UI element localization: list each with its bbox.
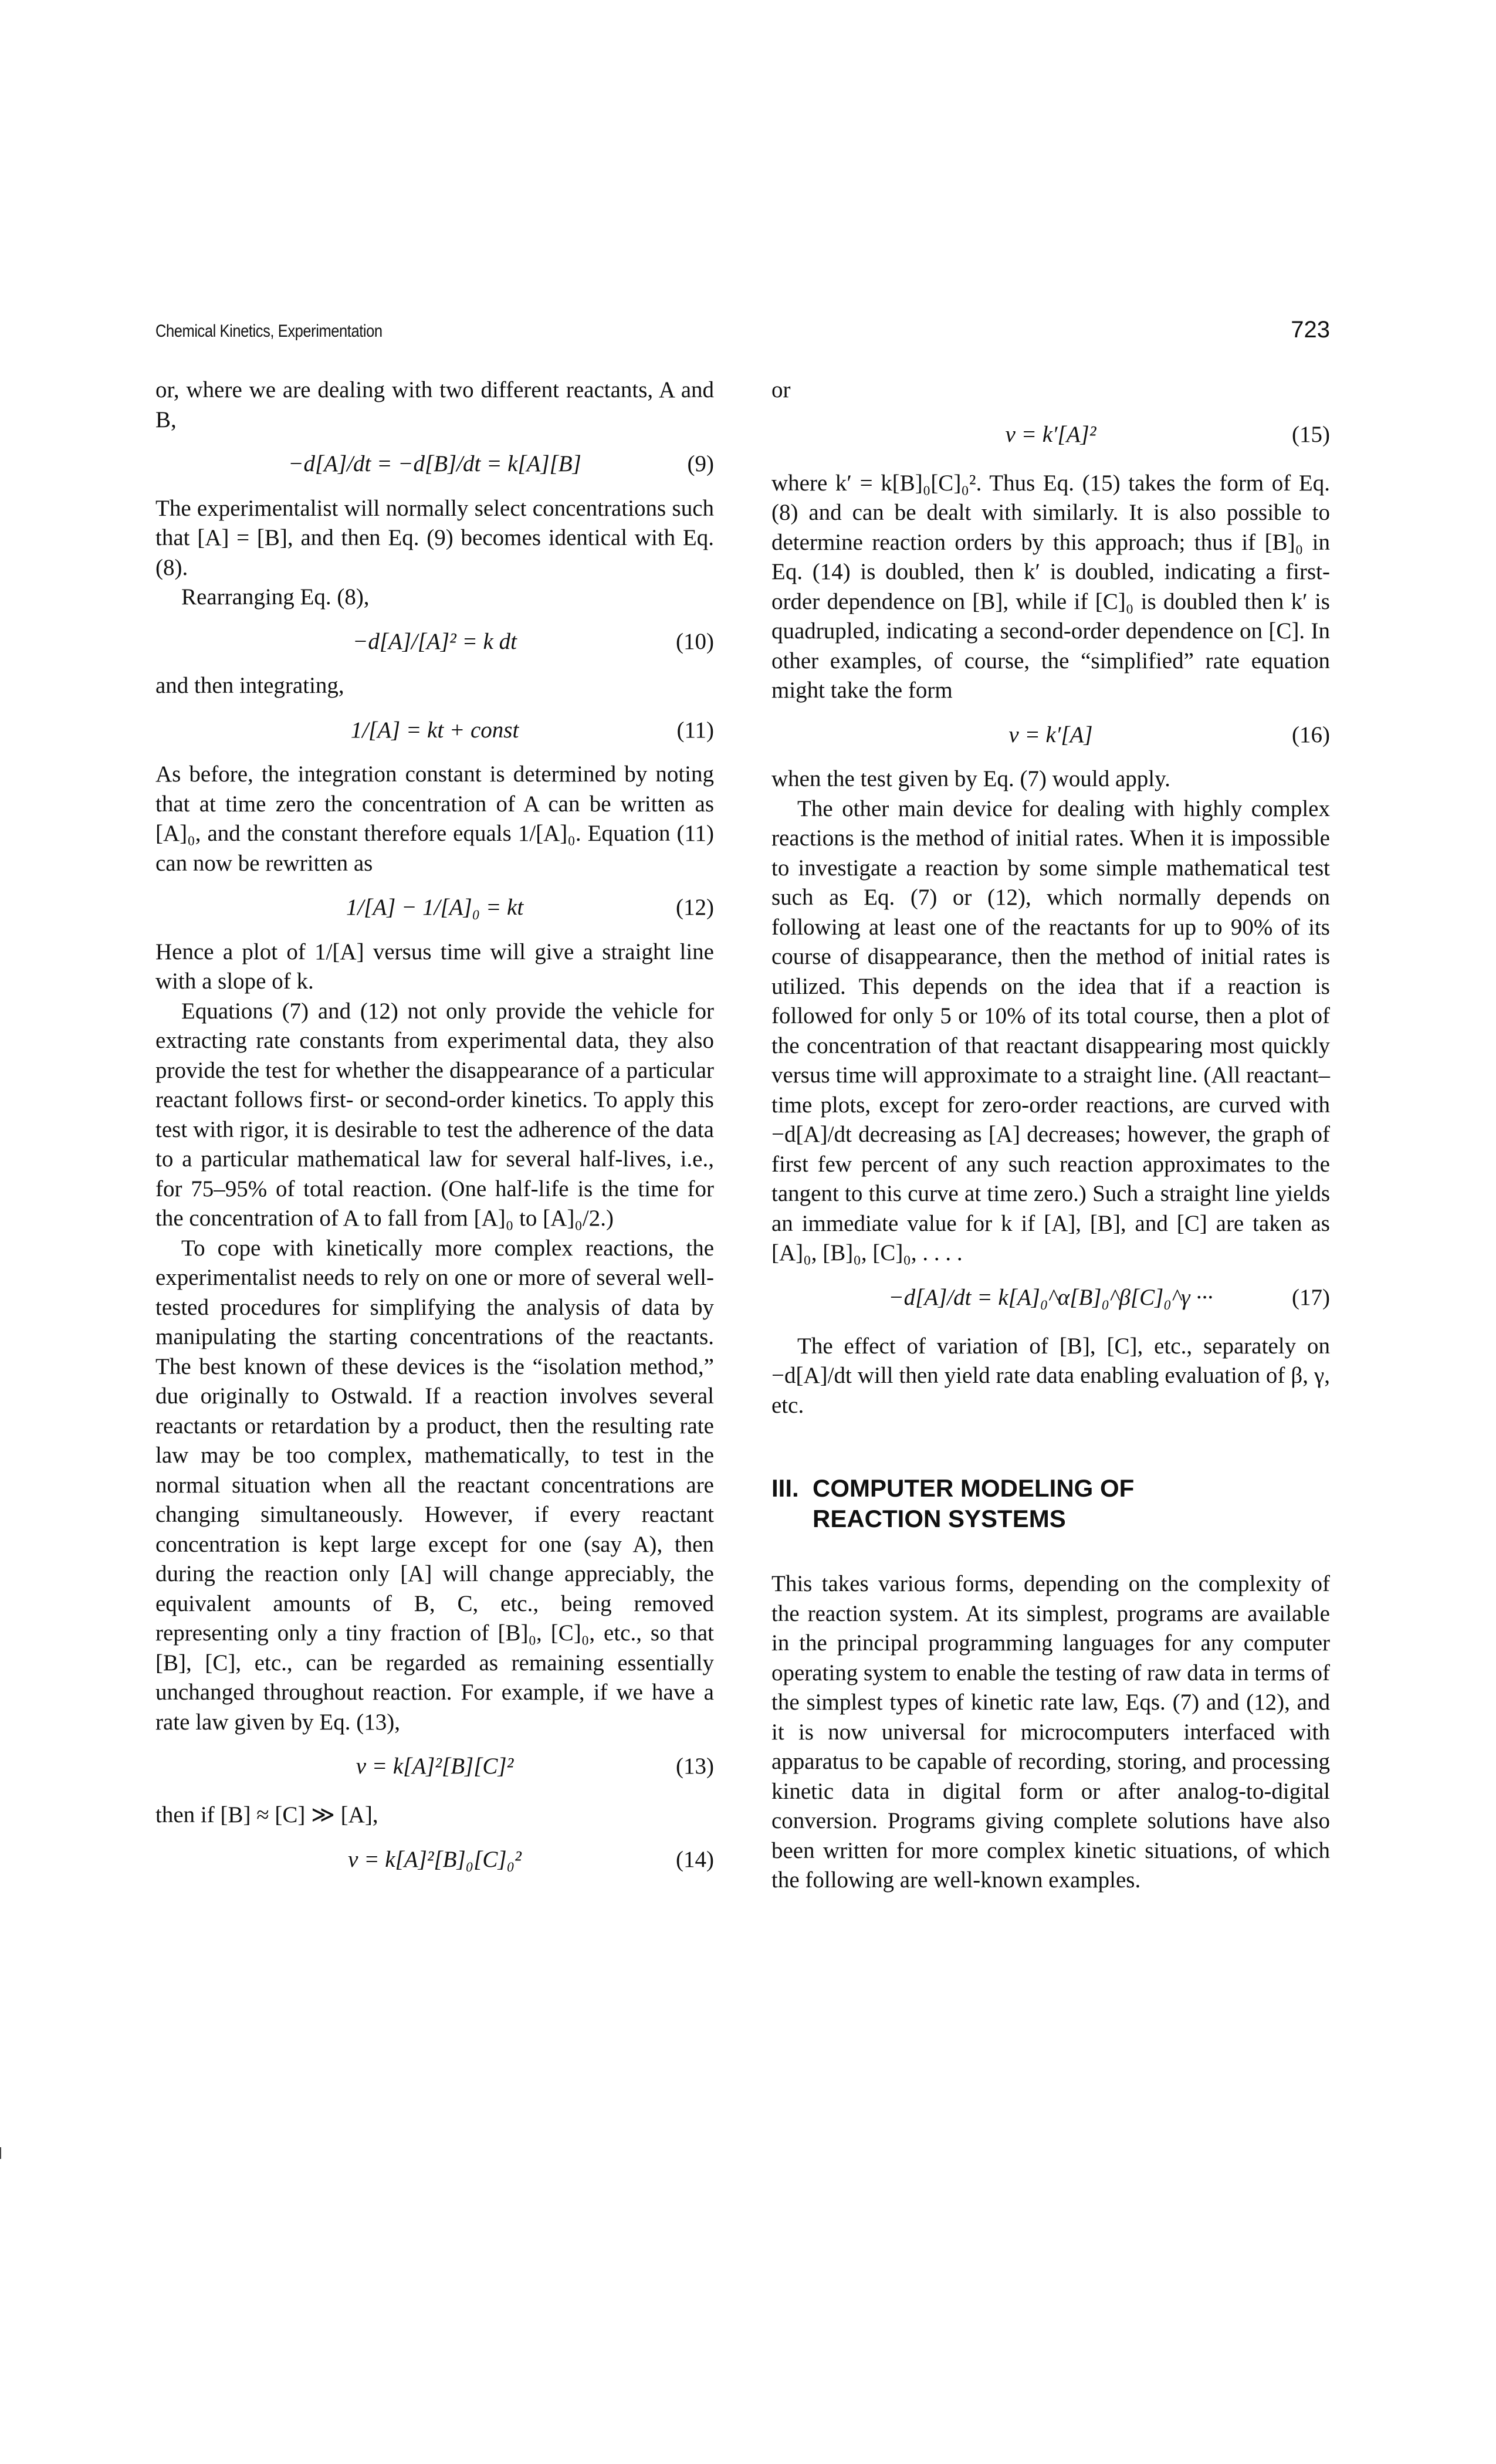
equation-16 bbox=[771, 720, 1330, 750]
equation-12 bbox=[155, 893, 714, 923]
equation-10 bbox=[155, 627, 714, 657]
paragraph: This takes various forms, depending on the complexity of the reaction system. At its simplest, programs are available in the principal programming languages for any computer operating system to enable the testing of raw data in terms of the simplest types of kinetic rate law, Eqs. (7) and (12), and it is now universal for microcomputers interfaced with apparatus to be capable of recording, storing, and processing kinetic data in digital form or after analog-to-digital conversion. Programs giving complete solutions have also been written for more complex kinetic situations, of which the following are well-known examples. bbox=[771, 1571, 1330, 1893]
page-number: 723 bbox=[1291, 317, 1330, 343]
edge-mark bbox=[0, 2147, 1, 2159]
equation-number: (10) bbox=[676, 628, 714, 654]
right-column bbox=[771, 375, 1330, 1896]
paragraph: then if [B] ≈ [C] ≫ [A], bbox=[155, 1802, 378, 1827]
paragraph: To cope with kinetically more complex reactions, the experimentalist needs to rely on one or more of several well-tested procedures for simplifying the analysis of data by manipulating the starting concentrations of the reactants. The best known of these devices is the “isolation method,” due originally to Ostwald. If a reaction involves several reactants or retardation by a product, then the resulting rate law may be too complex, mathematically, to test in the normal situation when all the reactant concentrations are changing simultaneously. However, if every reactant concentration is kept large except for one (say A), then during the reaction only [A] will change appreciably, the equivalent amounts of B, C, etc., being removed representing only a tiny fraction of [B]₀, [C]₀, etc., so that [B], [C], etc., can be regarded as remaining essentially unchanged throughout reaction. For example, if we have a rate law given by Eq. (13), bbox=[155, 1235, 714, 1735]
equation-expression: −d[A]/[A]² = k dt bbox=[353, 628, 517, 654]
paragraph: The effect of variation of [B], [C], etc., separately on −d[A]/dt will then yield rate data enabling evaluation of β, γ, etc. bbox=[771, 1333, 1330, 1418]
paragraph: where k′ = k[B]₀[C]₀². Thus Eq. (15) takes the form of Eq. (8) and can be dealt with similarly. It is also possible to determine reaction orders by this approach; thus if [B]₀ in Eq. (14) is doubled, then k′ is doubled, indicating a first-order dependence on [B], while if [C]₀ is doubled then k′ is quadrupled, indicating a second-order dependence on [C]. In other examples, of course, the “simplified” rate equation might take the form bbox=[771, 470, 1330, 703]
paragraph: Equations (7) and (12) not only provide the vehicle for extracting rate constants from experimental data, they also provide the test for whether the disappearance of a particular reactant follows first- or second-order kinetics. To apply this test with rigor, it is desirable to test the adherence of the data to a particular mathematical law for several half-lives, i.e., for 75–95% of total reaction. (One half-life is the time for the concentration of A to fall from [A]₀ to [A]₀/2.) bbox=[155, 998, 714, 1231]
paragraph: The other main device for dealing with highly complex reactions is the method of initial rates. When it is impossible to investigate a reaction by some simple mathematical test such as Eq. (7) or (12), which normally depends on following at least one of the reactants for up to 90% of its course of disappearance, then the method of initial rates is utilized. This depends on the idea that if a reaction is followed for only 5 or 10% of its total course, then a plot of the concentration of that reactant disappearing most quickly versus time will approximate to a straight line. (All reactant–time plots, except for zero-order reactions, are curved with −d[A]/dt decreasing as [A] decreases; however, the graph of first few percent of any such reaction approximates to the tangent to this curve at time zero.) Such a straight line yields an immediate value for k if [A], [B], and [C] are taken as [A]₀, [B]₀, [C]₀, . . . . bbox=[771, 796, 1330, 1265]
paragraph: when the test given by Eq. (7) would apply. bbox=[771, 766, 1170, 791]
equation-expression: −d[A]/dt = k[A]₀^α[B]₀^β[C]₀^γ ··· bbox=[888, 1284, 1213, 1310]
equation-number: (13) bbox=[676, 1754, 714, 1779]
equation-expression: v = k′[A]² bbox=[1005, 421, 1096, 447]
equation-13 bbox=[155, 1752, 714, 1786]
paragraph: or, where we are dealing with two different reactants, A and B, bbox=[155, 377, 714, 432]
equation-number: (17) bbox=[1292, 1284, 1330, 1310]
equation-expression: v = k′[A] bbox=[1008, 722, 1093, 747]
equation-expression: v = k[A]²[B]₀[C]₀² bbox=[348, 1846, 522, 1872]
equation-9 bbox=[155, 449, 714, 479]
equation-expression: v = k[A]²[B][C]² bbox=[356, 1754, 514, 1779]
paragraph: Hence a plot of 1/[A] versus time will give a straight line with a slope of k. bbox=[155, 939, 714, 994]
equation-expression: 1/[A] − 1/[A]₀ = kt bbox=[346, 895, 524, 920]
paragraph: and then integrating, bbox=[155, 673, 344, 698]
equation-number: (16) bbox=[1292, 722, 1330, 747]
section-title-line2: REACTION SYSTEMS bbox=[813, 1505, 1066, 1532]
equation-number: (9) bbox=[687, 451, 714, 476]
equation-17 bbox=[771, 1283, 1330, 1317]
running-head: Chemical Kinetics, Experimentation bbox=[155, 321, 383, 341]
equation-number: (15) bbox=[1292, 421, 1330, 447]
paragraph: Rearranging Eq. (8), bbox=[181, 584, 370, 610]
equation-15 bbox=[771, 420, 1330, 454]
section-number: III. bbox=[771, 1474, 799, 1502]
paragraph: The experimentalist will normally select concentrations such that [A] = [B], and then Eq. (9) becomes identical with Eq. (8). bbox=[155, 495, 714, 580]
equation-number: (11) bbox=[676, 717, 714, 743]
equation-number: (12) bbox=[676, 895, 714, 920]
paragraph: or bbox=[771, 377, 791, 402]
section-title-line1: COMPUTER MODELING OF bbox=[813, 1474, 1135, 1502]
equation-expression: 1/[A] = kt + const bbox=[350, 717, 519, 743]
equation-expression: −d[A]/dt = −d[B]/dt = k[A][B] bbox=[288, 451, 581, 476]
left-column bbox=[155, 375, 714, 1894]
equation-14 bbox=[155, 1845, 714, 1879]
equation-number: (14) bbox=[676, 1846, 714, 1872]
equation-11 bbox=[155, 716, 714, 746]
section-heading bbox=[771, 1473, 1330, 1534]
paragraph: As before, the integration constant is determined by noting that at time zero the concentration of A can be written as [A]₀, and the constant therefore equals 1/[A]₀. Equation (11) can now be rewritten as bbox=[155, 761, 714, 876]
